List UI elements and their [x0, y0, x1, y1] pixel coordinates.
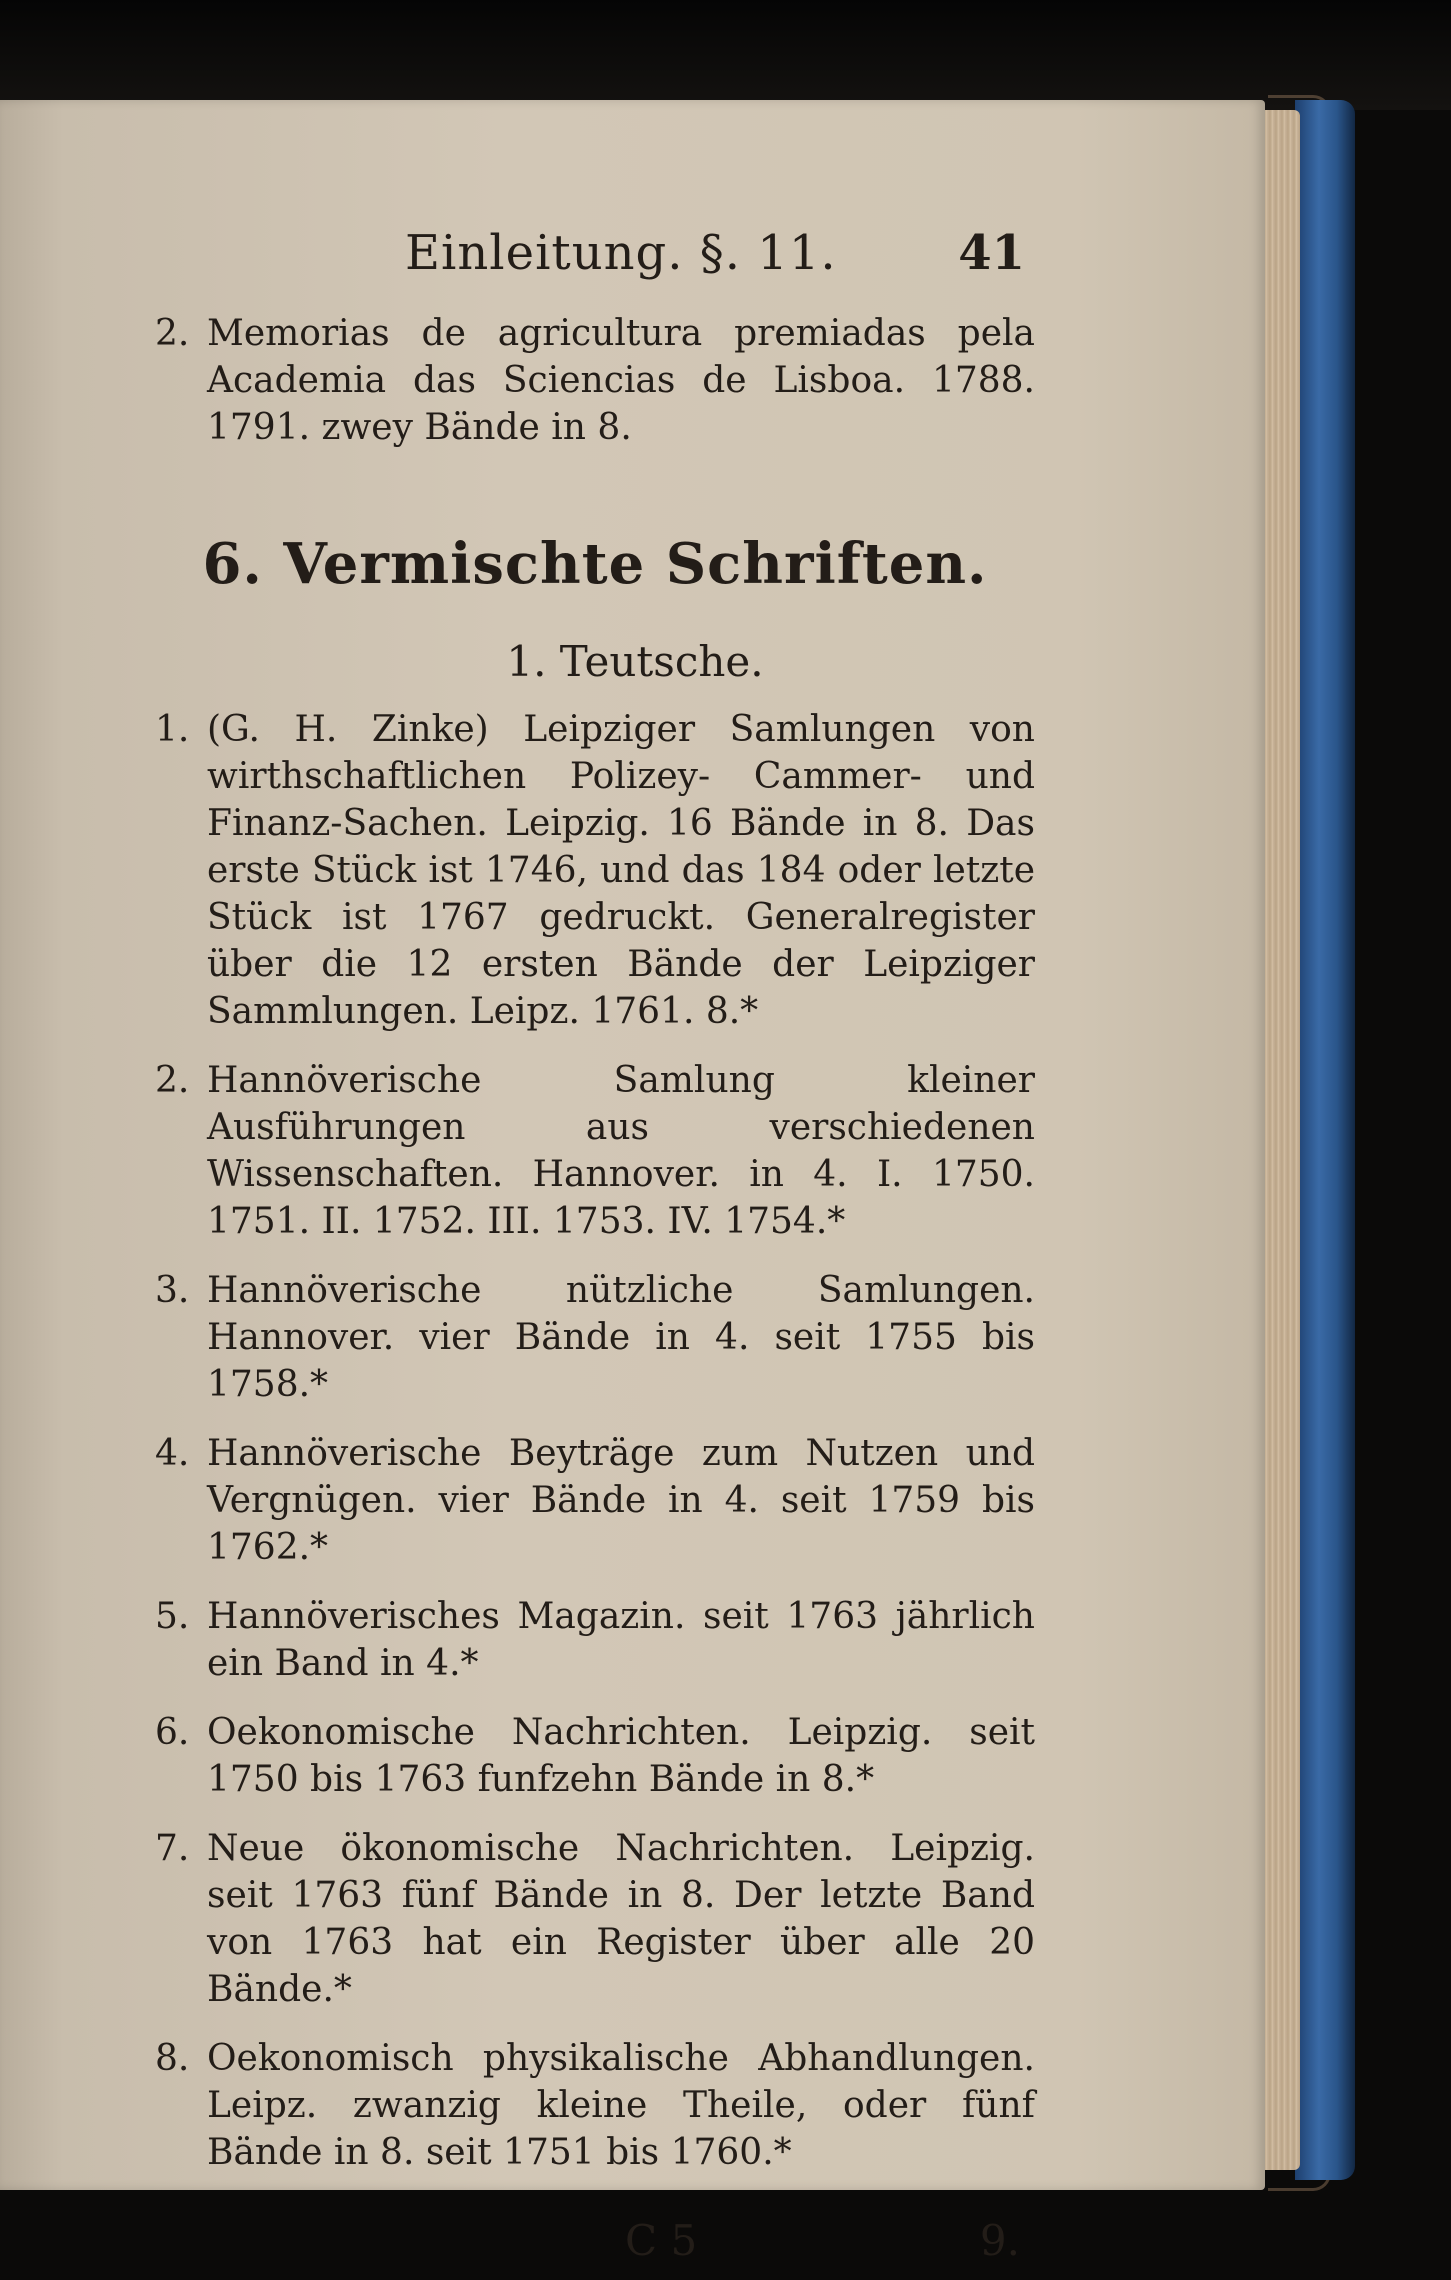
- list-item: [155, 1430, 1035, 1571]
- entry-number: 7.: [155, 1828, 190, 1869]
- list-item: [155, 1593, 1035, 1687]
- page-number: 41: [958, 225, 1025, 281]
- entry-number: 2.: [155, 1060, 190, 1101]
- list-item: [155, 1825, 1035, 2013]
- background-shadow: [0, 0, 1451, 110]
- list-item: [155, 1057, 1035, 1245]
- page-footer: [155, 2216, 1035, 2265]
- signature-mark: C 5: [625, 2216, 698, 2265]
- entry-text: Oekonomische Nachrichten. Leipzig. seit 1750 bis 1763 funfzehn Bände in 8.*: [207, 1712, 1035, 1800]
- entry-text: Neue ökonomische Nachrichten. Leipzig. seit 1763 fünf Bände in 8. Der letzte Band von 1763 hat ein Register über alle 20 Bände.*: [207, 1828, 1035, 2010]
- entry-text: Hannöverische Samlung kleiner Ausführungen aus verschiedenen Wissenschaften. Hannover. in 4. I. 1750. 1751. II. 1752. III. 1753. IV. 1754.*: [207, 1060, 1035, 1242]
- page-header: [155, 225, 1035, 295]
- entry-number: 6.: [155, 1712, 190, 1753]
- entry-number: 4.: [155, 1433, 190, 1474]
- section-title: 6. Vermischte Schriften.: [202, 531, 988, 597]
- entry-text: Hannöverische nützliche Samlungen. Hannover. vier Bände in 4. seit 1755 bis 1758.*: [207, 1270, 1035, 1405]
- catchword: 9.: [979, 2216, 1020, 2265]
- entry-text: Oekonomisch physikalische Abhandlungen. Leipz. zwanzig kleine Theile, oder fünf Bände in 8. seit 1751 bis 1760.*: [207, 2038, 1035, 2173]
- list-item: [155, 2035, 1035, 2176]
- entry-number: 2.: [155, 313, 190, 354]
- list-item: [155, 1267, 1035, 1408]
- entry-text: (G. H. Zinke) Leipziger Samlungen von wirthschaftlichen Polizey- Cammer- und Finanz-Sachen. Leipzig. 16 Bände in 8. Das erste Stück ist 1746, und das 184 oder letzte Stück ist 1767 gedruckt. Generalregister über die 12 ersten Bände der Leipziger Sammlungen. Leipz. 1761. 8.*: [207, 709, 1035, 1032]
- entry-number: 5.: [155, 1596, 190, 1637]
- entry-text: Hannöverisches Magazin. seit 1763 jährlich ein Band in 4.*: [207, 1596, 1035, 1684]
- page-text: [155, 225, 1035, 2265]
- subsection-title: 1. Teutsche.: [506, 637, 764, 686]
- list-item: [155, 310, 1035, 451]
- entry-number: 8.: [155, 2038, 190, 2079]
- entry-text: Hannöverische Beyträge zum Nutzen und Vergnügen. vier Bände in 4. seit 1759 bis 1762.*: [207, 1433, 1035, 1568]
- entry-text: Memorias de agricultura premiadas pela Academia das Sciencias de Lisboa. 1788. 1791. zwey Bände in 8.: [207, 313, 1035, 448]
- list-item: [155, 1709, 1035, 1803]
- entry-number: 3.: [155, 1270, 190, 1311]
- running-head: Einleitung. §. 11.: [405, 225, 837, 281]
- book-cover-edge: [1295, 100, 1355, 2180]
- list-item: [155, 706, 1035, 1035]
- entry-number: 1.: [155, 709, 190, 750]
